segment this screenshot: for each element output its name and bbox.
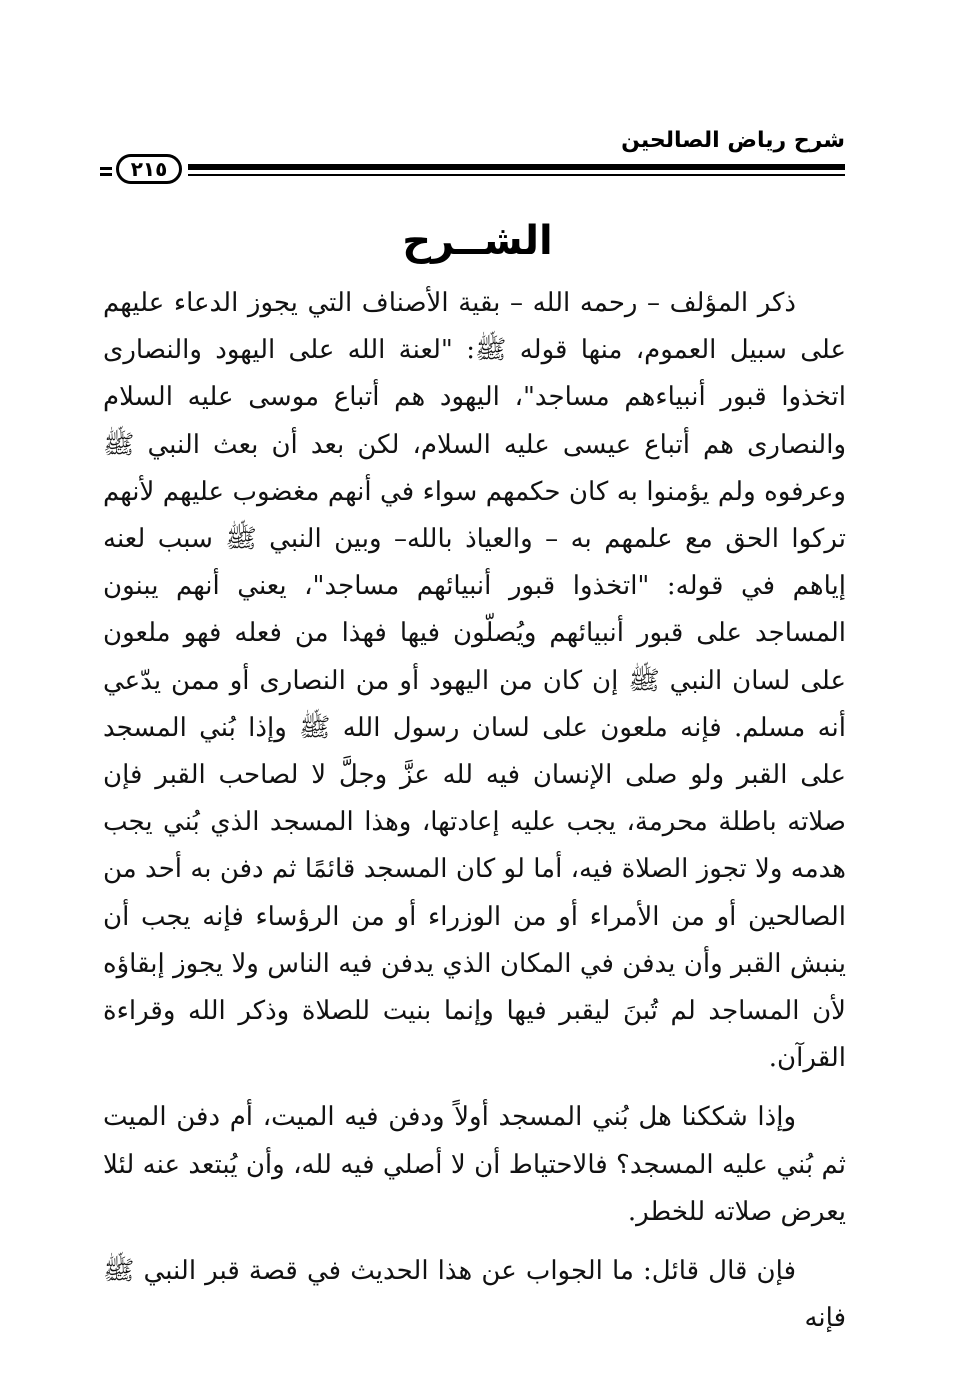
body-text <box>103 280 846 1342</box>
page-number: ٢١٥ <box>116 154 182 184</box>
header-rule-thick <box>188 164 845 170</box>
header-rule-stub <box>100 167 112 170</box>
paragraph-gap <box>103 1236 846 1248</box>
paragraph: وإذا شككنا هل بُني المسجد أولاً ودفن فيه الميت، أم دفن الميت ثم بُني عليه المسجد؟ فالاحتياط أن لا أصلي فيه لله، وأن يُبتعد عنه لئلا يعرض صلاته للخطر. <box>103 1102 846 1227</box>
running-header <box>100 118 845 188</box>
paragraph: فإن قال قائل: ما الجواب عن هذا الحديث في قصة قبر النبي ﷺ فإنه <box>103 1256 846 1334</box>
paragraph-gap <box>103 1082 846 1094</box>
header-rule-stub <box>100 173 112 176</box>
header-rule-thin <box>188 174 845 176</box>
section-title: الشــرح <box>402 218 553 264</box>
paragraph: ذكر المؤلف – رحمه الله – بقية الأصناف التي يجوز الدعاء عليهم على سبيل العموم، منها قوله ﷺ: "لعنة الله على اليهود والنصارى اتخذوا قبور أنبياءهم مساجد"، اليهود هم أتباع موسى عليه السلام والنصارى هم أتباع عيسى عليه السلام، لكن بعد أن بعث النبي ﷺ وعرفوه ولم يؤمنوا به كان حكمهم سواء في أنهم مغضوب عليهم لأنهم تركوا الحق مع علمهم به – والعياذ بالله– وبين النبي ﷺ سبب لعنه إياهم في قوله: "اتخذوا قبور أنبيائهم مساجد"، يعني أنهم يبنون المساجد على قبور أنبيائهم ويُصلّون فيها فهذا من فعله فهو ملعون على لسان النبي ﷺ إن كان من اليهود أو من النصارى أو ممن يدّعي أنه مسلم. فإنه ملعون على لسان رسول الله ﷺ وإذا بُني المسجد على القبر ولو صلى الإنسان فيه لله عزَّ وجلَّ لا لصاحب القبر فإن صلاته باطلة محرمة، يجب عليه إعادتها، وهذا المسجد الذي بُني يجب هدمه ولا تجوز الصلاة فيه، أما لو كان المسجد قائمًا ثم دفن به أحد من الصالحين أو من الأمراء أو من الوزراء أو من الرؤساء فإنه يجب أن ينبش القبر وأن يدفن في المكان الذي يدفن فيه الناس ولا يجوز إبقاؤه لأن المساجد لم تُبنَ ليقبر فيها وإنما بنيت للصلاة وذكر الله وقراءة القرآن. <box>103 288 846 1074</box>
book-title: شرح رياض الصالحين <box>621 128 845 153</box>
